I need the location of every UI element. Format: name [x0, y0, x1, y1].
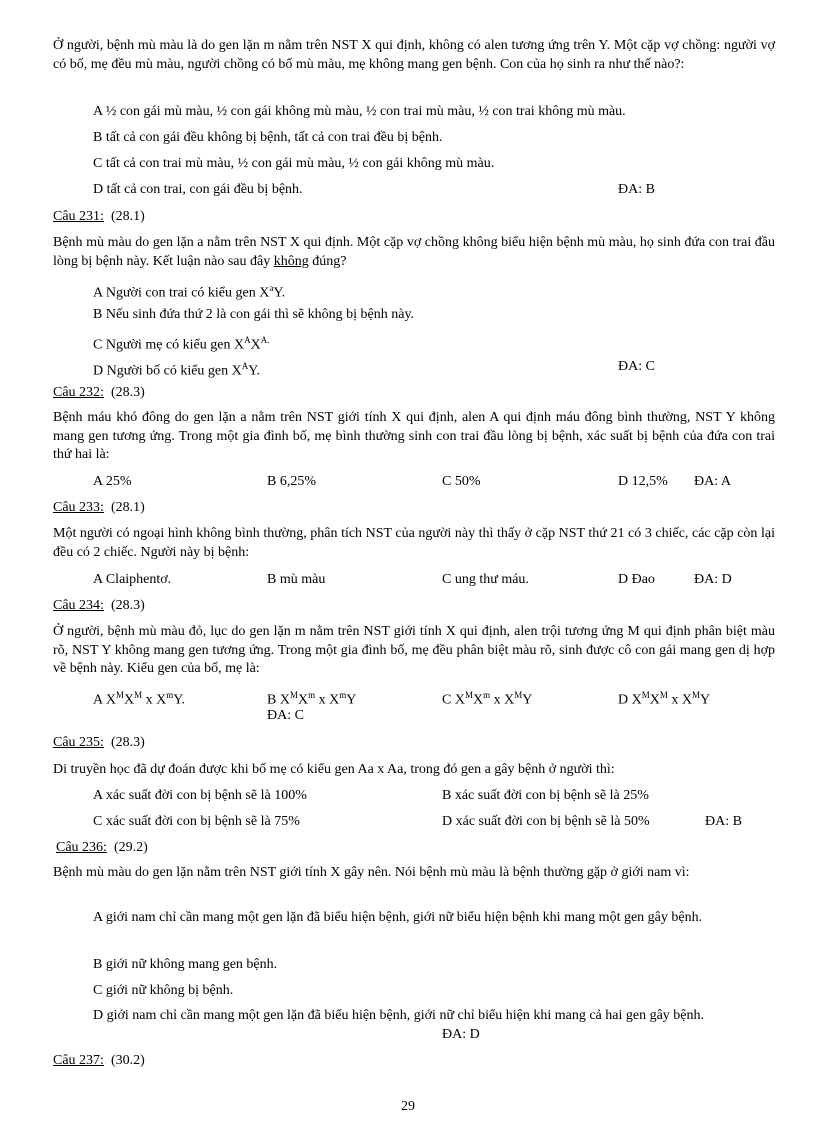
- superscript: M: [464, 690, 473, 700]
- question-heading: [53, 597, 145, 614]
- option-c: C xác suất đời con bị bệnh sẽ là 75%: [93, 814, 300, 829]
- superscript: m: [308, 690, 316, 700]
- answer: ĐA: D: [442, 1027, 480, 1042]
- superscript: M: [692, 690, 701, 700]
- answer: ĐA: B: [705, 814, 742, 829]
- option-text: x X: [142, 692, 167, 708]
- question-label: Câu 233:: [53, 500, 104, 515]
- option-b: B Nếu sinh đứa thứ 2 là con gái thì sẽ không bị bệnh này.: [93, 307, 415, 322]
- option-a: A Claiphentơ.: [93, 572, 172, 587]
- superscript: A: [244, 335, 251, 345]
- option-d: [93, 358, 260, 380]
- question-stem: Một người có ngoại hình không bình thường, phân tích NST của người này thì thấy ở cặp NST thứ 21 có 3 chiếc, các cặp còn lại đều có 2 chiếc. Người này bị bệnh:: [53, 526, 775, 560]
- question-code: (28.1): [110, 209, 145, 224]
- stem-text: đúng?: [308, 253, 347, 269]
- question-code: (29.2): [113, 840, 148, 855]
- option-text: D X: [618, 692, 642, 708]
- option-text: A X: [93, 692, 116, 708]
- superscript: m: [483, 690, 491, 700]
- option-a: [93, 687, 185, 709]
- question-stem: Bệnh máu khó đông do gen lặn a nằm trên NST giới tính X qui định, alen A qui định máu đông bình thường, NST Y không mang gen tương ứng. Trong một gia đình bố, mẹ bình thường sinh con trai đầu lòng bị bệnh, xác suất bị bệnh của đứa con trai thứ hai là:: [53, 410, 775, 462]
- option-c: C ung thư máu.: [442, 572, 529, 587]
- superscript: M: [641, 690, 650, 700]
- option-text: X: [649, 692, 660, 708]
- question-heading: [56, 839, 148, 856]
- superscript: A.: [260, 335, 270, 345]
- option-text: X: [472, 692, 484, 708]
- option-d: D giới nam chỉ cần mang một gen lặn đã biểu hiện bệnh, giới nữ chỉ biểu hiện khi mang cả hai gen gây bệnh.: [93, 1008, 705, 1023]
- question-stem: Ở người, bệnh mù màu là do gen lặn m nằm trên NST X qui định, không có alen tương ứng trên Y. Một cặp vợ chồng: người vợ có bố, mẹ đều mù màu, người chồng có bố mù màu, mẹ không mang gen bệnh. Con của họ sinh ra như thế nào?:: [53, 38, 775, 72]
- question-heading: [53, 734, 145, 751]
- option-a: A 25%: [93, 474, 132, 489]
- option-text: x X: [667, 692, 693, 708]
- question-stem: [53, 234, 775, 271]
- option-a: [93, 280, 285, 302]
- option-a: A giới nam chỉ cần mang một gen lặn đã biểu hiện bệnh, giới nữ biểu hiện bệnh khi mang một gen gây bệnh.: [93, 910, 703, 925]
- stem-text: Bệnh mù màu do gen lặn a nằm trên NST X qui định. Một cặp vợ chồng không biểu hiện bệnh mù màu, họ sinh đứa con trai đầu lòng bị bệnh này. Kết luận nào sau đây: [53, 235, 775, 269]
- option-d: D Đao: [618, 572, 655, 587]
- stem-underlined: không: [273, 253, 309, 269]
- answer: ĐA: C: [267, 708, 304, 723]
- option-b: B xác suất đời con bị bệnh sẽ là 25%: [442, 788, 649, 803]
- superscript: M: [115, 690, 124, 700]
- option-text: Y: [700, 692, 711, 708]
- option-text: X: [250, 337, 261, 353]
- option-text: C Người mẹ có kiểu gen X: [93, 337, 245, 353]
- question-label: Câu 236:: [56, 840, 107, 855]
- option-a: A xác suất đời con bị bệnh sẽ là 100%: [93, 788, 307, 803]
- question-code: (28.3): [110, 735, 145, 750]
- question-label: Câu 235:: [53, 735, 104, 750]
- option-text: x X: [315, 692, 340, 708]
- option-text: Y.: [248, 363, 261, 379]
- question-code: (28.3): [110, 385, 145, 400]
- question-code: (28.3): [110, 598, 145, 613]
- option-a: A ½ con gái mù màu, ½ con gái không mù màu, ½ con trai mù màu, ½ con trai không mù màu.: [93, 104, 626, 119]
- question-heading: [53, 384, 145, 401]
- option-text: C X: [442, 692, 465, 708]
- question-heading: [53, 499, 145, 516]
- option-text: Y.: [273, 285, 286, 301]
- question-stem: Di truyền học đã dự đoán được khi bố mẹ có kiểu gen Aa x Aa, trong đó gen a gây bệnh ở người thì:: [53, 762, 615, 777]
- question-code: (28.1): [110, 500, 145, 515]
- option-text: Y.: [173, 692, 186, 708]
- page-number: 29: [401, 1099, 415, 1114]
- option-b: B mù màu: [267, 572, 326, 587]
- option-text: D Người bố có kiểu gen X: [93, 363, 242, 379]
- option-b: B 6,25%: [267, 474, 316, 489]
- superscript: m: [166, 690, 174, 700]
- option-b: [267, 687, 356, 709]
- question-label: Câu 237:: [53, 1053, 104, 1068]
- question-stem: Bệnh mù màu do gen lặn nằm trên NST giới tính X gây nên. Nói bệnh mù màu là bệnh thường gặp ở giới nam vì:: [53, 865, 690, 880]
- option-text: B X: [267, 692, 290, 708]
- option-c: [93, 332, 269, 354]
- option-c: C tất cả con trai mù màu, ½ con gái mù màu, ½ con gái không mù màu.: [93, 156, 495, 171]
- option-c: C 50%: [442, 474, 481, 489]
- question-heading: [53, 208, 145, 225]
- answer: ĐA: C: [618, 359, 655, 374]
- option-b: B giới nữ không mang gen bệnh.: [93, 957, 278, 972]
- option-text: A Người con trai có kiểu gen X: [93, 285, 270, 301]
- superscript: M: [659, 690, 668, 700]
- option-d: D tất cả con trai, con gái đều bị bệnh.: [93, 182, 303, 197]
- option-c: C giới nữ không bị bệnh.: [93, 983, 234, 998]
- question-label: Câu 234:: [53, 598, 104, 613]
- question-heading: [53, 1052, 145, 1069]
- option-text: Y: [346, 692, 357, 708]
- option-text: X: [123, 692, 135, 708]
- superscript: M: [134, 690, 143, 700]
- option-b: B tất cả con gái đều không bị bệnh, tất cả con trai đều bị bệnh.: [93, 130, 443, 145]
- option-text: Y: [522, 692, 533, 708]
- option-d: [618, 687, 710, 709]
- question-label: Câu 232:: [53, 385, 104, 400]
- option-text: x X: [490, 692, 515, 708]
- question-label: Câu 231:: [53, 209, 104, 224]
- answer: ĐA: A: [694, 474, 731, 489]
- option-d: D 12,5%: [618, 474, 668, 489]
- question-stem: Ở người, bệnh mù màu đỏ, lục do gen lặn m nằm trên NST giới tính X qui định, alen trội tương ứng M qui định phân biệt màu rõ, NST Y không mang gen tương ứng. Trong một gia đình bố, mẹ đều phân biệt màu rõ, sinh được cô con gái mang gen dị hợp về bệnh này. Kiểu gen của bố, mẹ là:: [53, 624, 775, 676]
- answer: ĐA: D: [694, 572, 732, 587]
- option-d: D xác suất đời con bị bệnh sẽ là 50%: [442, 814, 650, 829]
- option-c: [442, 687, 532, 709]
- superscript: M: [514, 690, 523, 700]
- superscript: a: [269, 283, 274, 293]
- answer: ĐA: B: [618, 182, 655, 197]
- option-text: X: [297, 692, 309, 708]
- superscript: A: [241, 361, 249, 371]
- superscript: m: [339, 690, 347, 700]
- superscript: M: [289, 690, 298, 700]
- question-code: (30.2): [110, 1053, 145, 1068]
